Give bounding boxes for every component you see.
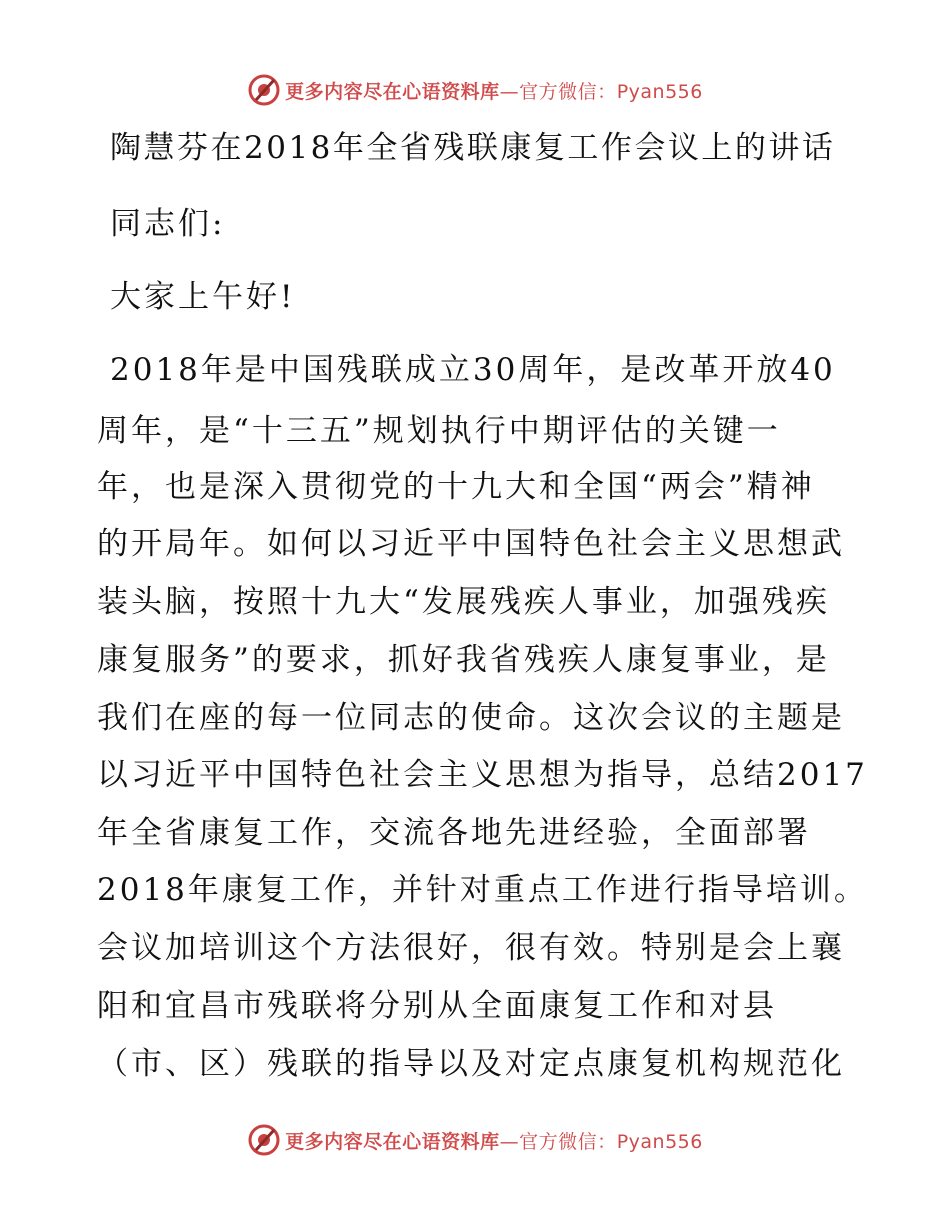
banner-wechat-label: 官方微信： bbox=[519, 80, 617, 103]
banner-main-text: 更多内容尽在心语资料库 bbox=[285, 1130, 500, 1153]
paragraph-line: 阳和宜昌市残联将分别从全面康复工作和对县 bbox=[97, 988, 777, 1024]
banner-text bbox=[285, 77, 703, 104]
paragraph-line: 装头脑，按照十九大“发展残疾人事业，加强残疾 bbox=[97, 584, 830, 620]
pen-logo-icon bbox=[247, 73, 281, 107]
paragraph-line: 2018年是中国残联成立30周年，是改革开放40 bbox=[110, 352, 836, 388]
paragraph-line: 年全省康复工作，交流各地先进经验，全面部署 bbox=[97, 815, 811, 851]
pen-logo-icon bbox=[247, 1123, 281, 1157]
paragraph-line: （市、区）残联的指导以及对定点康复机构规范化 bbox=[97, 1046, 845, 1082]
banner-separator: — bbox=[499, 1130, 520, 1153]
banner-text bbox=[285, 1127, 703, 1154]
paragraph-line: 康复服务”的要求，抓好我省残疾人康复事业，是 bbox=[97, 642, 830, 678]
footer-banner bbox=[0, 1120, 950, 1160]
salutation: 同志们: bbox=[110, 206, 226, 242]
paragraph-line: 年，也是深入贯彻党的十九大和全国“两会”精神 bbox=[97, 469, 815, 505]
paragraph-line: 的开局年。如何以习近平中国特色社会主义思想武 bbox=[97, 526, 845, 562]
document-title: 陶慧芬在2018年全省残联康复工作会议上的讲话 bbox=[110, 130, 836, 166]
banner-wechat-id: Pyan556 bbox=[616, 80, 703, 103]
banner-separator: — bbox=[499, 80, 520, 103]
paragraph-line: 会议加培训这个方法很好，很有效。特别是会上襄 bbox=[97, 930, 845, 966]
paragraph-line: 以习近平中国特色社会主义思想为指导，总结2017 bbox=[97, 757, 868, 793]
header-banner bbox=[0, 70, 950, 110]
banner-wechat-id: Pyan556 bbox=[616, 1130, 703, 1153]
greeting: 大家上午好! bbox=[110, 279, 296, 315]
paragraph-line: 2018年康复工作，并针对重点工作进行指导培训。 bbox=[97, 872, 868, 908]
banner-main-text: 更多内容尽在心语资料库 bbox=[285, 80, 500, 103]
banner-wechat-label: 官方微信： bbox=[519, 1130, 617, 1153]
paragraph-line: 周年，是“十三五”规划执行中期评估的关键一 bbox=[97, 413, 781, 449]
paragraph-line: 我们在座的每一位同志的使命。这次会议的主题是 bbox=[97, 700, 845, 736]
